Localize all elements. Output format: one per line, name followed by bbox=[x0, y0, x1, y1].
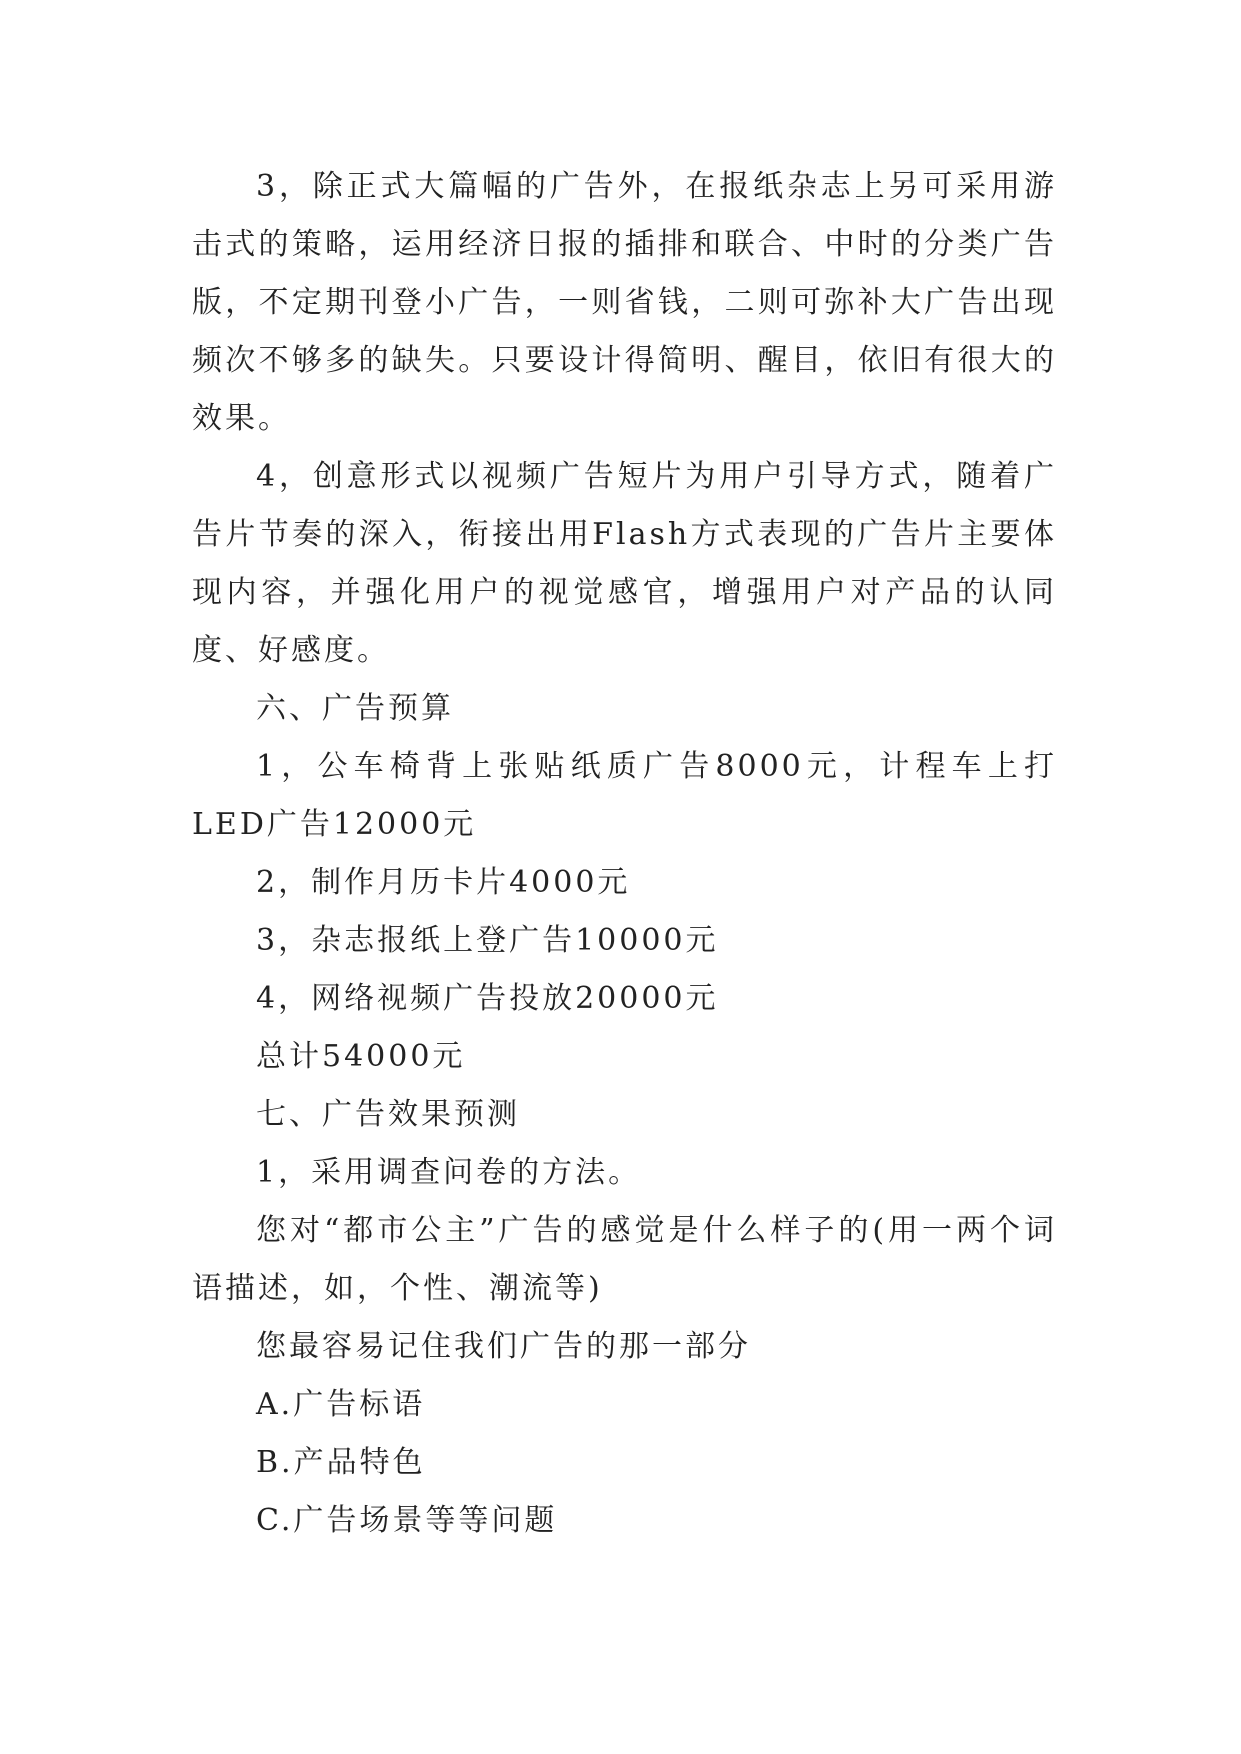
budget-item-3: 3，杂志报纸上登广告10000元 bbox=[256, 923, 719, 958]
budget-item-2: 2，制作月历卡片4000元 bbox=[256, 865, 631, 900]
survey-question-1: 您对“都市公主”广告的感觉是什么样子的(用一两个词语描述，如，个性、潮流等) bbox=[192, 1213, 1057, 1306]
budget-item-1: 1，公车椅背上张贴纸质广告8000元，计程车上打LED广告12000元 bbox=[192, 749, 1057, 842]
survey-option-c: C.广告场景等等问题 bbox=[256, 1503, 558, 1538]
budget-total: 总计54000元 bbox=[256, 1039, 466, 1074]
paragraph-tactics: 3，除正式大篇幅的广告外，在报纸杂志上另可采用游击式的策略，运用经济日报的插排和联合、中时的分类广告版，不定期刊登小广告，一则省钱，二则可弥补大广告出现频次不够多的缺失。只要设计得简明、醒目，依旧有很大的效果。 bbox=[192, 169, 1057, 436]
survey-question-2: 您最容易记住我们广告的那一部分 bbox=[256, 1329, 751, 1364]
section-heading-effect: 七、广告效果预测 bbox=[256, 1097, 520, 1132]
survey-option-b: B.产品特色 bbox=[256, 1445, 426, 1480]
method-item-1: 1，采用调查问卷的方法。 bbox=[256, 1155, 642, 1190]
survey-option-a: A.广告标语 bbox=[256, 1387, 426, 1422]
section-heading-budget: 六、广告预算 bbox=[256, 691, 454, 726]
document-body bbox=[192, 158, 1057, 1550]
paragraph-creative: 4，创意形式以视频广告短片为用户引导方式，随着广告片节奏的深入，衔接出用Flash方式表现的广告片主要体现内容，并强化用户的视觉感官，增强用户对产品的认同度、好感度。 bbox=[192, 459, 1057, 668]
budget-item-4: 4，网络视频广告投放20000元 bbox=[256, 981, 719, 1016]
